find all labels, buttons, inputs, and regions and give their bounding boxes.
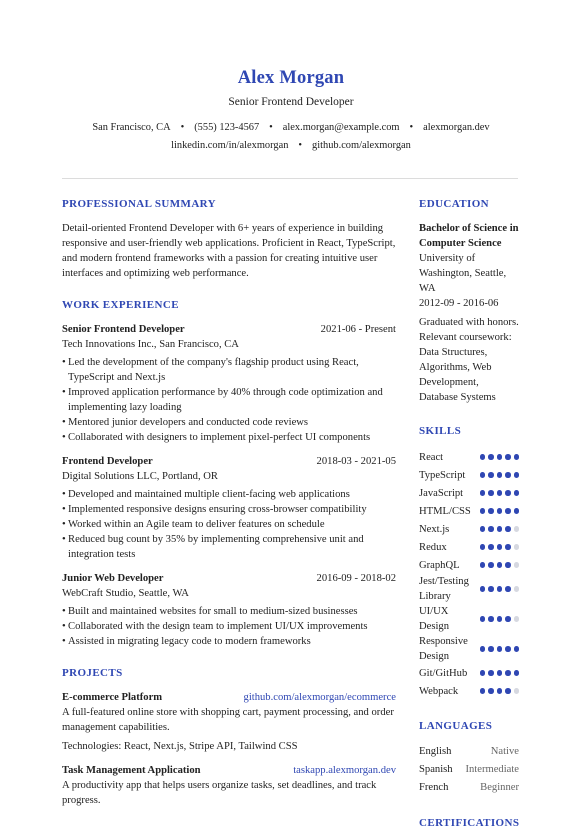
education-dates: 2012-09 - 2016-06 xyxy=(419,298,499,309)
job-bullet: • Reduced bug count by 35% by implementing comprehensive unit and integration tests xyxy=(62,532,396,562)
skill-name: UI/UX Design xyxy=(419,606,450,632)
contact-line-1 xyxy=(0,120,582,136)
job-entry xyxy=(62,571,396,649)
rating-dot-filled xyxy=(514,454,520,460)
job-role: Junior Web Developer xyxy=(62,573,164,584)
rating-dot-filled xyxy=(480,562,486,568)
header-divider xyxy=(62,178,518,179)
rating-dot-filled xyxy=(488,562,494,568)
rating-dot-filled xyxy=(480,646,486,652)
skill-name: React xyxy=(419,451,444,463)
summary-text: Detail-oriented Frontend Developer with 6+ years of experience in building responsive and user-friendly web applications. Proficient in React, TypeScript, and modern frontend frameworks with a passion for creating intuitive user interfaces and optimizing web performance. xyxy=(62,223,396,279)
rating-dot-filled xyxy=(497,544,503,550)
rating-dot-filled xyxy=(505,562,511,568)
skill-rating xyxy=(480,544,520,550)
skill-name: Webpack xyxy=(419,685,459,697)
rating-dot-filled xyxy=(505,472,511,478)
main-column xyxy=(62,196,396,817)
skill-row xyxy=(419,556,519,574)
rating-dot-filled xyxy=(505,526,511,532)
separator-dot: • xyxy=(180,122,185,133)
language-row xyxy=(419,743,519,761)
degree-text: Bachelor of Science in Computer Science xyxy=(419,223,519,249)
rating-dot-filled xyxy=(497,646,503,652)
project-link[interactable]: taskapp.alexmorgan.dev xyxy=(293,765,396,776)
job-bullets xyxy=(62,604,396,649)
skills-heading: SKILLS xyxy=(419,425,462,437)
rating-dot-empty xyxy=(514,526,520,532)
rating-dot-filled xyxy=(505,646,511,652)
skill-rating xyxy=(480,670,520,676)
rating-dot-filled xyxy=(480,670,486,676)
skill-row xyxy=(419,484,519,502)
job-dates: 2016-09 - 2018-02 xyxy=(316,573,396,584)
skill-name: JavaScript xyxy=(419,487,464,499)
rating-dot-filled xyxy=(514,490,520,496)
rating-dot-filled xyxy=(514,472,520,478)
job-bullet: • Mentored junior developers and conducted code reviews xyxy=(62,415,396,430)
rating-dot-filled xyxy=(488,646,494,652)
rating-dot-filled xyxy=(505,616,511,622)
separator-dot: • xyxy=(269,122,273,133)
job-dates: 2021-06 - Present xyxy=(320,324,396,335)
job-bullet: • Assisted in migrating legacy code to modern frameworks xyxy=(62,634,396,649)
separator-dot: • xyxy=(298,140,303,151)
language-row xyxy=(419,779,519,797)
language-level: Beginner xyxy=(480,782,519,793)
project-tech: Technologies: React, Next.js, Stripe API, Tailwind CSS xyxy=(62,741,298,752)
rating-dot-filled xyxy=(480,490,486,496)
skill-name: Responsive Design xyxy=(419,636,468,662)
rating-dot-filled xyxy=(488,616,494,622)
skill-rating xyxy=(480,616,520,622)
language-level: Native xyxy=(490,746,519,757)
skills-list xyxy=(419,448,519,700)
language-row xyxy=(419,761,519,779)
job-bullet: • Led the development of the company's flagship product using React, TypeScript and Next.js xyxy=(62,355,396,385)
candidate-name: Alex Morgan xyxy=(237,68,345,88)
website-link[interactable]: alexmorgan.dev xyxy=(423,122,490,133)
rating-dot-filled xyxy=(514,670,520,676)
rating-dot-filled xyxy=(497,670,503,676)
job-bullets xyxy=(62,487,396,562)
skill-row xyxy=(419,604,519,634)
summary-heading: PROFESSIONAL SUMMARY xyxy=(62,198,216,210)
rating-dot-filled xyxy=(497,454,503,460)
job-role: Senior Frontend Developer xyxy=(62,324,185,335)
rating-dot-empty xyxy=(514,544,520,550)
job-bullet: • Worked within an Agile team to deliver features on schedule xyxy=(62,517,396,532)
rating-dot-filled xyxy=(488,526,494,532)
skill-row xyxy=(419,538,519,556)
skill-rating xyxy=(480,508,520,514)
language-name: French xyxy=(419,782,449,793)
rating-dot-filled xyxy=(505,454,511,460)
job-bullet: • Implemented responsive designs ensuring cross-browser compatibility xyxy=(62,502,396,517)
skill-name: HTML/CSS xyxy=(419,505,471,517)
certifications-heading: CERTIFICATIONS xyxy=(419,817,520,829)
languages-list xyxy=(419,743,519,797)
skill-name: GraphQL xyxy=(419,559,460,571)
skill-rating xyxy=(480,526,520,532)
phone-text: (555) 123-4567 xyxy=(194,122,260,133)
skill-name: Next.js xyxy=(419,523,450,535)
rating-dot-empty xyxy=(514,616,520,622)
job-company: Digital Solutions LLC, Portland, OR xyxy=(62,471,218,482)
project-entry xyxy=(62,690,396,754)
rating-dot-filled xyxy=(480,544,486,550)
rating-dot-filled xyxy=(488,586,494,592)
job-bullet: • Collaborated with designers to implement pixel-perfect UI components xyxy=(62,430,396,445)
skill-row xyxy=(419,448,519,466)
languages-heading: LANGUAGES xyxy=(419,720,493,732)
job-entry xyxy=(62,454,396,562)
rating-dot-filled xyxy=(488,508,494,514)
rating-dot-filled xyxy=(480,508,486,514)
rating-dot-filled xyxy=(480,472,486,478)
language-name: Spanish xyxy=(419,764,453,775)
skill-rating xyxy=(480,472,520,478)
skill-row xyxy=(419,520,519,538)
skill-name: TypeScript xyxy=(419,469,466,481)
rating-dot-filled xyxy=(488,472,494,478)
rating-dot-filled xyxy=(505,586,511,592)
job-role: Frontend Developer xyxy=(62,456,153,467)
skill-row xyxy=(419,682,519,700)
skill-row xyxy=(419,574,519,604)
rating-dot-filled xyxy=(505,490,511,496)
contact-line-2 xyxy=(0,138,582,154)
rating-dot-filled xyxy=(497,616,503,622)
rating-dot-filled xyxy=(488,670,494,676)
skill-rating xyxy=(480,490,520,496)
email-link[interactable]: alex.morgan@example.com xyxy=(282,122,400,133)
skill-name: Redux xyxy=(419,541,447,553)
rating-dot-filled xyxy=(497,526,503,532)
rating-dot-filled xyxy=(488,544,494,550)
rating-dot-empty xyxy=(514,586,520,592)
skill-row xyxy=(419,664,519,682)
rating-dot-filled xyxy=(505,688,511,694)
skill-rating xyxy=(480,586,520,592)
skill-name: Jest/Testing Library xyxy=(419,576,469,602)
rating-dot-filled xyxy=(480,454,486,460)
location-text: San Francisco, CA xyxy=(92,122,171,133)
rating-dot-filled xyxy=(505,670,511,676)
rating-dot-empty xyxy=(514,562,520,568)
rating-dot-filled xyxy=(497,472,503,478)
skill-rating xyxy=(480,646,520,652)
rating-dot-filled xyxy=(497,508,503,514)
project-entry xyxy=(62,763,396,808)
job-bullet: • Collaborated with the design team to implement UI/UX improvements xyxy=(62,619,396,634)
rating-dot-filled xyxy=(514,646,520,652)
language-name: English xyxy=(419,746,452,757)
project-name: E-commerce Platform xyxy=(62,692,163,703)
experience-heading: WORK EXPERIENCE xyxy=(62,299,179,311)
project-description: A full-featured online store with shopping cart, payment processing, and order management capabilities. xyxy=(62,707,394,733)
job-dates: 2018-03 - 2021-05 xyxy=(316,456,396,467)
skill-rating xyxy=(480,688,520,694)
rating-dot-filled xyxy=(514,508,520,514)
skill-rating xyxy=(480,562,520,568)
side-column xyxy=(419,196,519,840)
linkedin-link[interactable]: linkedin.com/in/alexmorgan xyxy=(171,140,289,151)
rating-dot-filled xyxy=(480,688,486,694)
rating-dot-filled xyxy=(480,616,486,622)
rating-dot-filled xyxy=(480,526,486,532)
skill-row xyxy=(419,502,519,520)
job-bullet: • Built and maintained websites for small to medium-sized businesses xyxy=(62,604,396,619)
skill-rating xyxy=(480,454,520,460)
skill-row xyxy=(419,634,519,664)
rating-dot-empty xyxy=(514,688,520,694)
job-bullets xyxy=(62,355,396,445)
rating-dot-filled xyxy=(505,508,511,514)
language-level: Intermediate xyxy=(465,764,519,775)
education-entry xyxy=(419,221,519,405)
rating-dot-filled xyxy=(497,586,503,592)
rating-dot-filled xyxy=(497,688,503,694)
school-text: University of Washington, Seattle, WA xyxy=(419,253,507,294)
skill-row xyxy=(419,466,519,484)
rating-dot-filled xyxy=(488,454,494,460)
separator-dot: • xyxy=(409,122,414,133)
project-name: Task Management Application xyxy=(62,765,201,776)
candidate-title: Senior Frontend Developer xyxy=(228,96,354,108)
education-details: Graduated with honors. Relevant coursework: Data Structures, Algorithms, Web Development, Database Systems xyxy=(419,317,519,403)
rating-dot-filled xyxy=(488,490,494,496)
education-heading: EDUCATION xyxy=(419,198,490,210)
job-bullet: • Developed and maintained multiple client-facing web applications xyxy=(62,487,396,502)
rating-dot-filled xyxy=(497,562,503,568)
rating-dot-filled xyxy=(505,544,511,550)
rating-dot-filled xyxy=(480,586,486,592)
rating-dot-filled xyxy=(488,688,494,694)
project-link[interactable]: github.com/alexmorgan/ecommerce xyxy=(243,692,396,703)
project-description: A productivity app that helps users organize tasks, set deadlines, and track progress. xyxy=(62,780,377,806)
job-bullet: • Improved application performance by 40% through code optimization and implementing lazy loading xyxy=(62,385,396,415)
skill-name: Git/GitHub xyxy=(419,667,468,679)
job-entry xyxy=(62,322,396,445)
github-link[interactable]: github.com/alexmorgan xyxy=(312,140,411,151)
job-company: WebCraft Studio, Seattle, WA xyxy=(62,588,189,599)
projects-heading: PROJECTS xyxy=(62,667,123,679)
rating-dot-filled xyxy=(497,490,503,496)
job-company: Tech Innovations Inc., San Francisco, CA xyxy=(62,339,239,350)
